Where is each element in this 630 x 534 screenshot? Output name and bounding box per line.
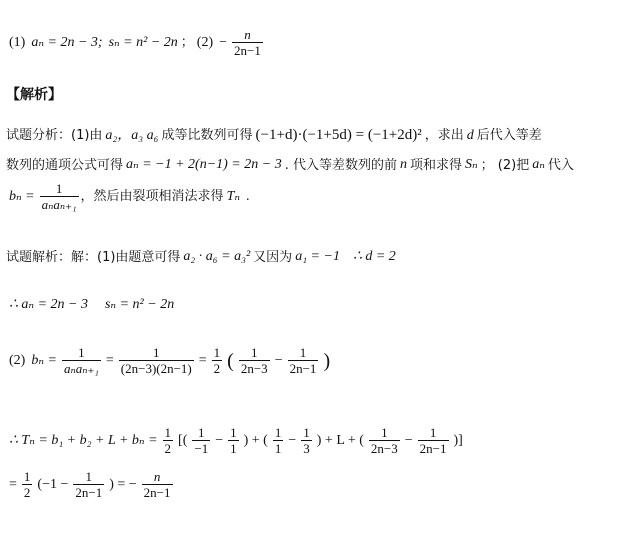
fraction bbox=[192, 426, 210, 455]
fraction-denominator: 2 bbox=[164, 440, 172, 456]
fraction-numerator: 1 bbox=[213, 345, 221, 360]
equals-sign: = bbox=[105, 352, 114, 368]
hint-period: . bbox=[246, 188, 250, 204]
hint-variable-d: d bbox=[466, 127, 474, 143]
close-paren: ) bbox=[323, 349, 331, 372]
analysis-header: 【解析】 bbox=[6, 87, 62, 103]
open-paren: ( bbox=[227, 349, 234, 372]
equals-sign: = bbox=[9, 476, 17, 492]
answer-sn-formula: sₙ = n² − 2n bbox=[108, 34, 178, 50]
fraction-numerator: 1 bbox=[303, 425, 310, 440]
fraction bbox=[418, 426, 449, 455]
hint-equation: aₙ = −1 + 2(n−1) = 2n − 3 bbox=[126, 157, 282, 172]
minus-sign: − bbox=[215, 432, 224, 448]
fraction-numerator: 1 bbox=[230, 425, 237, 440]
fraction-denominator: 2n−3 bbox=[240, 360, 268, 376]
fraction-denominator: 2n−1 bbox=[289, 360, 317, 376]
fraction-numerator: 1 bbox=[85, 469, 93, 484]
fraction-denominator: 2n−1 bbox=[234, 42, 261, 58]
solution-equation: a₂ · a₆ = a₃² bbox=[183, 249, 251, 264]
fraction bbox=[163, 426, 174, 455]
fraction-denominator: aₙaₙ₊₁ bbox=[63, 360, 99, 376]
fraction-denominator: 1 bbox=[230, 440, 237, 456]
fraction bbox=[369, 426, 400, 455]
answer-separator: ； bbox=[180, 35, 194, 51]
fraction-numerator: 1 bbox=[78, 345, 85, 360]
fraction-denominator: 2n−1 bbox=[75, 484, 103, 500]
fraction-numerator: 1 bbox=[55, 181, 63, 196]
hint-text: 成等比数列可得 bbox=[161, 128, 253, 143]
hint-text: 后代入等差 bbox=[476, 128, 542, 143]
fraction bbox=[119, 346, 194, 375]
fraction-numerator: 1 bbox=[23, 469, 31, 484]
bracket-close: )] bbox=[453, 432, 463, 448]
fraction bbox=[239, 346, 270, 375]
fraction-numerator: 1 bbox=[274, 425, 282, 440]
plus-group: ) + L + ( bbox=[316, 432, 364, 448]
fraction-numerator: 1 bbox=[251, 345, 258, 360]
fraction-denominator: 1 bbox=[274, 440, 282, 456]
solution-line-4 bbox=[6, 426, 466, 455]
fraction-denominator: 2n−1 bbox=[419, 440, 447, 456]
solution-d-value: ∴ d = 2 bbox=[352, 249, 396, 264]
hint-text: 数列的通项公式可得 bbox=[6, 157, 124, 173]
hint-line-1 bbox=[6, 128, 542, 143]
plus-group: ) + ( bbox=[243, 432, 268, 448]
fraction bbox=[273, 426, 284, 455]
bracket-open: [( bbox=[178, 432, 188, 448]
fraction-denominator: −1 bbox=[194, 440, 209, 456]
hint-text: . 代入等差数列的前 bbox=[284, 157, 397, 173]
solution-line-2 bbox=[6, 298, 177, 312]
solution-line-3 bbox=[6, 346, 333, 375]
answer-part2-fraction bbox=[232, 28, 263, 57]
bn-lhs: bₙ = bbox=[31, 352, 57, 368]
fraction-numerator: n bbox=[153, 469, 161, 484]
hint-terms: a₂，a₃ a₆ bbox=[105, 127, 159, 143]
minus-sign: − bbox=[404, 432, 413, 448]
hint-text: ，然后由裂项相消法求得 bbox=[80, 189, 224, 205]
fraction bbox=[22, 470, 33, 499]
hint-bn-lhs: bₙ = bbox=[9, 188, 35, 204]
hint-equation: (−1+d)·(−1+5d) = (−1+2d)² bbox=[255, 127, 422, 143]
fraction-numerator: 1 bbox=[381, 425, 388, 440]
fraction-denominator: aₙaₙ₊₁ bbox=[41, 196, 77, 212]
hint-variable-tn: Tₙ bbox=[226, 188, 241, 204]
solution-line-1 bbox=[6, 250, 399, 264]
hint-variable-an: aₙ bbox=[532, 157, 545, 172]
minus-sign: − bbox=[274, 352, 283, 368]
fraction-denominator: (2n−3)(2n−1) bbox=[120, 360, 192, 376]
solution-sn: sₙ = n² − 2n bbox=[104, 297, 175, 312]
fraction bbox=[228, 426, 239, 455]
fraction-denominator: 3 bbox=[303, 440, 310, 456]
fraction bbox=[62, 346, 101, 375]
hint-variable-n: n bbox=[399, 157, 407, 172]
tn-lhs: ∴ Tₙ = b₁ + b₂ + L + bₙ = bbox=[9, 432, 158, 448]
fraction bbox=[212, 346, 223, 375]
solution-text: 试题解析：解：(1)由题意可得 bbox=[6, 249, 181, 265]
hint-text: 项和求得 bbox=[409, 157, 462, 173]
fraction-denominator: 2n−1 bbox=[143, 484, 171, 500]
part-label: (2) bbox=[9, 352, 26, 368]
fraction-numerator: 1 bbox=[198, 425, 205, 440]
hint-text: ； (2)把 bbox=[480, 157, 530, 173]
hint-text: 代入 bbox=[547, 157, 574, 173]
fraction-numerator: 1 bbox=[153, 345, 160, 360]
paren-group: (−1 − bbox=[37, 476, 69, 492]
solution-text: 又因为 bbox=[253, 249, 293, 265]
fraction-numerator: 1 bbox=[429, 425, 437, 440]
solution-a1-value: a₁ = −1 bbox=[295, 249, 340, 264]
answer-an-formula: aₙ = 2n − 3; bbox=[31, 34, 103, 50]
fraction-numerator: n bbox=[244, 27, 251, 42]
fraction-numerator: 1 bbox=[164, 425, 172, 440]
solution-an: ∴ aₙ = 2n − 3 bbox=[9, 297, 88, 312]
minus-sign: − bbox=[288, 432, 297, 448]
fraction bbox=[288, 346, 319, 375]
hint-line-2 bbox=[6, 158, 574, 172]
hint-text: 试题分析：(1)由 bbox=[6, 128, 103, 143]
hint-line-3 bbox=[6, 182, 253, 211]
paren-group: ) = − bbox=[109, 476, 137, 492]
fraction-numerator: 1 bbox=[299, 345, 307, 360]
answer-part2-sign: − bbox=[219, 34, 228, 50]
equals-sign: = bbox=[198, 352, 207, 368]
fraction-denominator: 2 bbox=[23, 484, 31, 500]
fraction bbox=[301, 426, 312, 455]
answer-part2-label: (2) bbox=[196, 34, 214, 50]
solution-line-5 bbox=[6, 470, 175, 499]
hint-variable-sn: Sₙ bbox=[464, 157, 478, 172]
final-fraction bbox=[142, 470, 173, 499]
answer-line bbox=[6, 28, 265, 57]
fraction bbox=[73, 470, 104, 499]
fraction-denominator: 2 bbox=[213, 360, 221, 376]
hint-bn-fraction bbox=[40, 182, 79, 211]
fraction-denominator: 2n−3 bbox=[370, 440, 398, 456]
answer-part1-label: (1) bbox=[9, 34, 26, 50]
hint-text: ，求出 bbox=[424, 128, 464, 143]
